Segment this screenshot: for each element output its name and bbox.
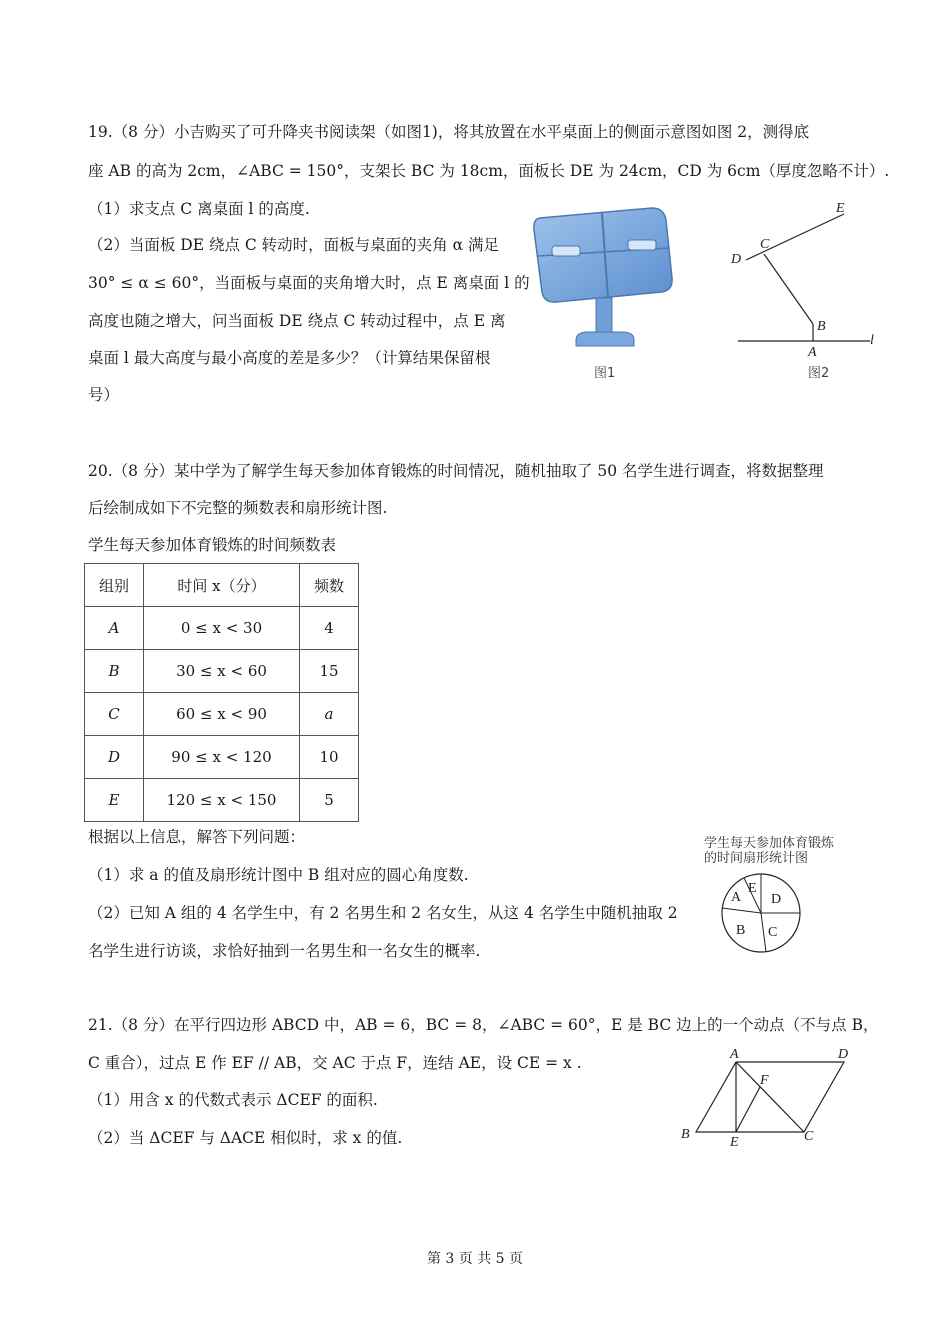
q19-part1: （1）求支点 C 离桌面 l 的高度. — [88, 200, 310, 218]
side-view-diagram — [720, 196, 890, 366]
cell-time: 120 ≤ x < 150 — [144, 779, 300, 822]
table-row — [85, 779, 359, 822]
q20-line1: 20.（8 分）某中学为了解学生每天参加体育锻炼的时间情况，随机抽取了 50 名学生进行调查，将数据整理 — [88, 462, 824, 480]
cell-frequency: 10 — [300, 736, 359, 779]
label-D: D — [731, 252, 742, 267]
label-F: F — [760, 1073, 769, 1088]
q19-part2-line5: 号） — [88, 386, 120, 404]
q20-part2-line2: 名学生进行访谈，求恰好抽到一名男生和一名女生的概率. — [88, 942, 481, 960]
cell-frequency: 15 — [300, 650, 359, 693]
label-C: C — [804, 1129, 814, 1144]
cell-group: E — [85, 779, 144, 822]
cell-group: A — [85, 607, 144, 650]
cell-group: B — [85, 650, 144, 693]
pie-label-A: A — [731, 890, 742, 905]
q20-line2: 后绘制成如下不完整的频数表和扇形统计图. — [88, 499, 388, 517]
table-row — [85, 736, 359, 779]
pie-label-C: C — [768, 925, 778, 940]
label-C: C — [760, 237, 770, 252]
q19-part2-line1: （2）当面板 DE 绕点 C 转动时，面板与桌面的夹角 α 满足 — [88, 236, 499, 254]
q19-part2-line2: 30° ≤ α ≤ 60°，当面板与桌面的夹角增大时，点 E 离桌面 l 的 — [88, 274, 530, 292]
q20-part2-line1: （2）已知 A 组的 4 名学生中，有 2 名男生和 2 名女生，从这 4 名学生中随机抽取 2 — [88, 904, 678, 922]
q19-part2-line4: 桌面 l 最大高度与最小高度的差是多少？（计算结果保留根 — [88, 349, 491, 367]
label-A: A — [730, 1047, 739, 1062]
page-footer: 第 3 页 共 5 页 — [426, 1251, 524, 1267]
label-D: D — [838, 1047, 849, 1062]
pie-title — [704, 836, 834, 866]
q19-line2: 座 AB 的高为 2cm，∠ABC = 150°，支架长 BC 为 18cm，面板长 DE 为 24cm，CD 为 6cm（厚度忽略不计）. — [88, 162, 890, 180]
cell-time: 60 ≤ x < 90 — [144, 693, 300, 736]
label-B: B — [681, 1127, 690, 1142]
frequency-table — [84, 563, 359, 822]
header-group: 组别 — [85, 564, 144, 607]
pie-title-line2: 的时间扇形统计图 — [704, 851, 809, 866]
cell-time: 90 ≤ x < 120 — [144, 736, 300, 779]
figure-2-caption: 图2 — [808, 366, 830, 381]
cell-group: C — [85, 693, 144, 736]
q21-line1: 21.（8 分）在平行四边形 ABCD 中，AB = 6，BC = 8，∠ABC = 60°，E 是 BC 边上的一个动点（不与点 B， — [88, 1016, 879, 1034]
q21-part1: （1）用含 x 的代数式表示 ΔCEF 的面积. — [88, 1091, 378, 1109]
label-E: E — [836, 201, 845, 216]
header-frequency: 频数 — [300, 564, 359, 607]
header-time: 时间 x（分） — [144, 564, 300, 607]
pie-title-line1: 学生每天参加体育锻炼 — [704, 836, 835, 851]
parallelogram-diagram — [676, 1044, 872, 1152]
pie-chart — [716, 872, 806, 954]
q21-line2: C 重合），过点 E 作 EF // AB，交 AC 于点 F，连结 AE，设 CE = x . — [88, 1054, 582, 1072]
q21-part2: （2）当 ΔCEF 与 ΔACE 相似时，求 x 的值. — [88, 1129, 403, 1147]
cell-frequency: 5 — [300, 779, 359, 822]
table-title: 学生每天参加体育锻炼的时间频数表 — [88, 536, 337, 554]
cell-frequency: 4 — [300, 607, 359, 650]
q19-line1: 19.（8 分）小吉购买了可升降夹书阅读架（如图1)，将其放置在水平桌面上的侧面示意图如图 2，测得底 — [88, 123, 810, 141]
label-B: B — [817, 319, 826, 334]
cell-group: D — [85, 736, 144, 779]
table-row — [85, 650, 359, 693]
reading-stand-illustration — [532, 206, 682, 364]
label-A: A — [808, 345, 817, 360]
cell-frequency: a — [300, 693, 359, 736]
q20-info: 根据以上信息，解答下列问题： — [88, 828, 306, 846]
cell-time: 0 ≤ x < 30 — [144, 607, 300, 650]
table-row — [85, 693, 359, 736]
table-header-row — [85, 564, 359, 607]
pie-label-D: D — [771, 892, 782, 907]
label-l: l — [870, 333, 874, 348]
q20-part1: （1）求 a 的值及扇形统计图中 B 组对应的圆心角度数. — [88, 866, 469, 884]
figure-1-caption: 图1 — [594, 366, 616, 381]
label-E: E — [730, 1135, 739, 1150]
table-row — [85, 607, 359, 650]
cell-time: 30 ≤ x < 60 — [144, 650, 300, 693]
pie-label-B: B — [736, 923, 746, 938]
pie-label-E: E — [748, 881, 757, 896]
q19-part2-line3: 高度也随之增大，问当面板 DE 绕点 C 转动过程中，点 E 离 — [88, 312, 506, 330]
